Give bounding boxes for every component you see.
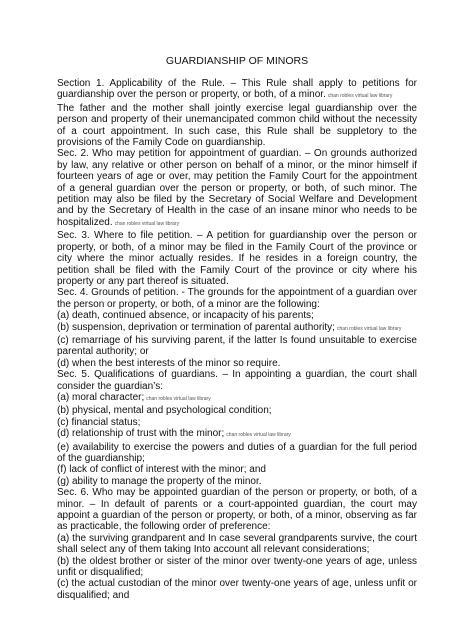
paragraph-text: (c) remarriage of his surviving parent, if the latter Is found unsuitable to exercise parental authority; or (57, 334, 417, 358)
paragraph-text: (a) moral character; (57, 391, 145, 403)
paragraph-text: Sec. 5. Qualifications of guardians. – In appointing a guardian, the court shall consider the guardian’s: (57, 369, 417, 392)
paragraph (57, 103, 417, 149)
paragraph (57, 369, 417, 392)
paragraph-text: (a) death, continued absence, or incapacity of his parents; (57, 310, 314, 322)
paragraph-text: (d) when the best interests of the minor so require. (57, 357, 281, 369)
paragraph-text: Sec. 4. Grounds of petition. - The grounds for the appointment of a guardian over the person or property, or both, of a minor are the following: (57, 287, 417, 310)
document-body (57, 78, 417, 601)
paragraph (57, 442, 417, 465)
document-title: GUARDIANSHIP OF MINORS (165, 55, 309, 67)
watermark-note: chan robles virtual law library (114, 220, 180, 227)
paragraph (57, 464, 417, 475)
paragraph (57, 533, 417, 556)
paragraph (57, 322, 417, 335)
paragraph (57, 230, 417, 287)
paragraph (57, 556, 417, 579)
paragraph (57, 417, 417, 428)
paragraph-text: (b) suspension, deprivation or termination of parental authority; (57, 321, 335, 333)
paragraph (57, 487, 417, 533)
paragraph-text: Sec. 6. Who may be appointed guardian of the person or property, or both, of a minor. – In default of parents or a court-appointed guardian, the court may appoint a guardian of the person or property, or both, of a minor, observing as far as practicable, the following order of preference: (57, 487, 417, 533)
watermark-note: chan robles virtual law library (336, 325, 402, 332)
paragraph-text: Sec. 2. Who may petition for appointment of guardian. – On grounds authorized by law, any relative or other person on behalf of a minor, or the minor himself if fourteen years of age or over, may petition the Family Court for the appointment of a general guardian over the person or property, or both, of such minor. The petition may also be filed by the Secretary of Social Welfare and Development and by the Secretary of Health in the case of an insane minor who needs to be hospitalized. (57, 148, 417, 228)
paragraph (57, 310, 417, 321)
paragraph-text: (b) the oldest brother or sister of the minor over twenty-one years of age, unless unfit or disqualified; (57, 555, 417, 579)
paragraph (57, 578, 417, 601)
paragraph (57, 405, 417, 416)
paragraph-text: (b) physical, mental and psychological condition; (57, 405, 272, 417)
paragraph (57, 428, 417, 441)
paragraph-text: (g) ability to manage the property of the minor. (57, 475, 262, 487)
paragraph-text: (e) availability to exercise the powers and duties of a guardian for the full period of the guardianship; (57, 441, 417, 464)
watermark-note: chan robles virtual law library (146, 395, 211, 402)
paragraph-text: Sec. 3. Where to file petition. – A petition for guardianship over the person or property, or both, of a minor may be filed in the Family Court of the province or city where the minor actually resides. If he resides in a foreign country, the petition shall be filed with the Family Court of the province or city where his property or any part thereof is situated. (57, 230, 417, 287)
watermark-note: chan robles virtual law library (226, 432, 291, 439)
paragraph (57, 78, 417, 103)
paragraph-text: (d) relationship of trust with the minor; (57, 428, 225, 440)
paragraph (57, 476, 417, 487)
paragraph-text: (c) the actual custodian of the minor over twenty-one years of age, unless unfit or disqualified; and (57, 578, 417, 601)
paragraph (57, 335, 417, 358)
paragraph-text: (c) financial status; (57, 416, 141, 428)
paragraph-text: Section 1. Applicability of the Rule. – This Rule shall apply to petitions for guardianship over the person or property, or both, of a minor. (57, 78, 417, 101)
paragraph-text: The father and the mother shall jointly exercise legal guardianship over the person and property of their unemancipated common child without the necessity of a court appointment. In such case, this Rule shall be suppletory to the provisions of the Family Code on guardianship. (57, 102, 417, 149)
watermark-note: chan robles virtual law library (327, 93, 393, 100)
paragraph (57, 287, 417, 310)
paragraph-text: (f) lack of conflict of interest with the minor; and (57, 464, 266, 476)
paragraph (57, 358, 417, 369)
paragraph (57, 148, 417, 230)
paragraph-text: (a) the surviving grandparent and In case several grandparents survive, the court shall select any of them taking Into account all relevant considerations; (57, 532, 417, 556)
paragraph (57, 392, 417, 405)
